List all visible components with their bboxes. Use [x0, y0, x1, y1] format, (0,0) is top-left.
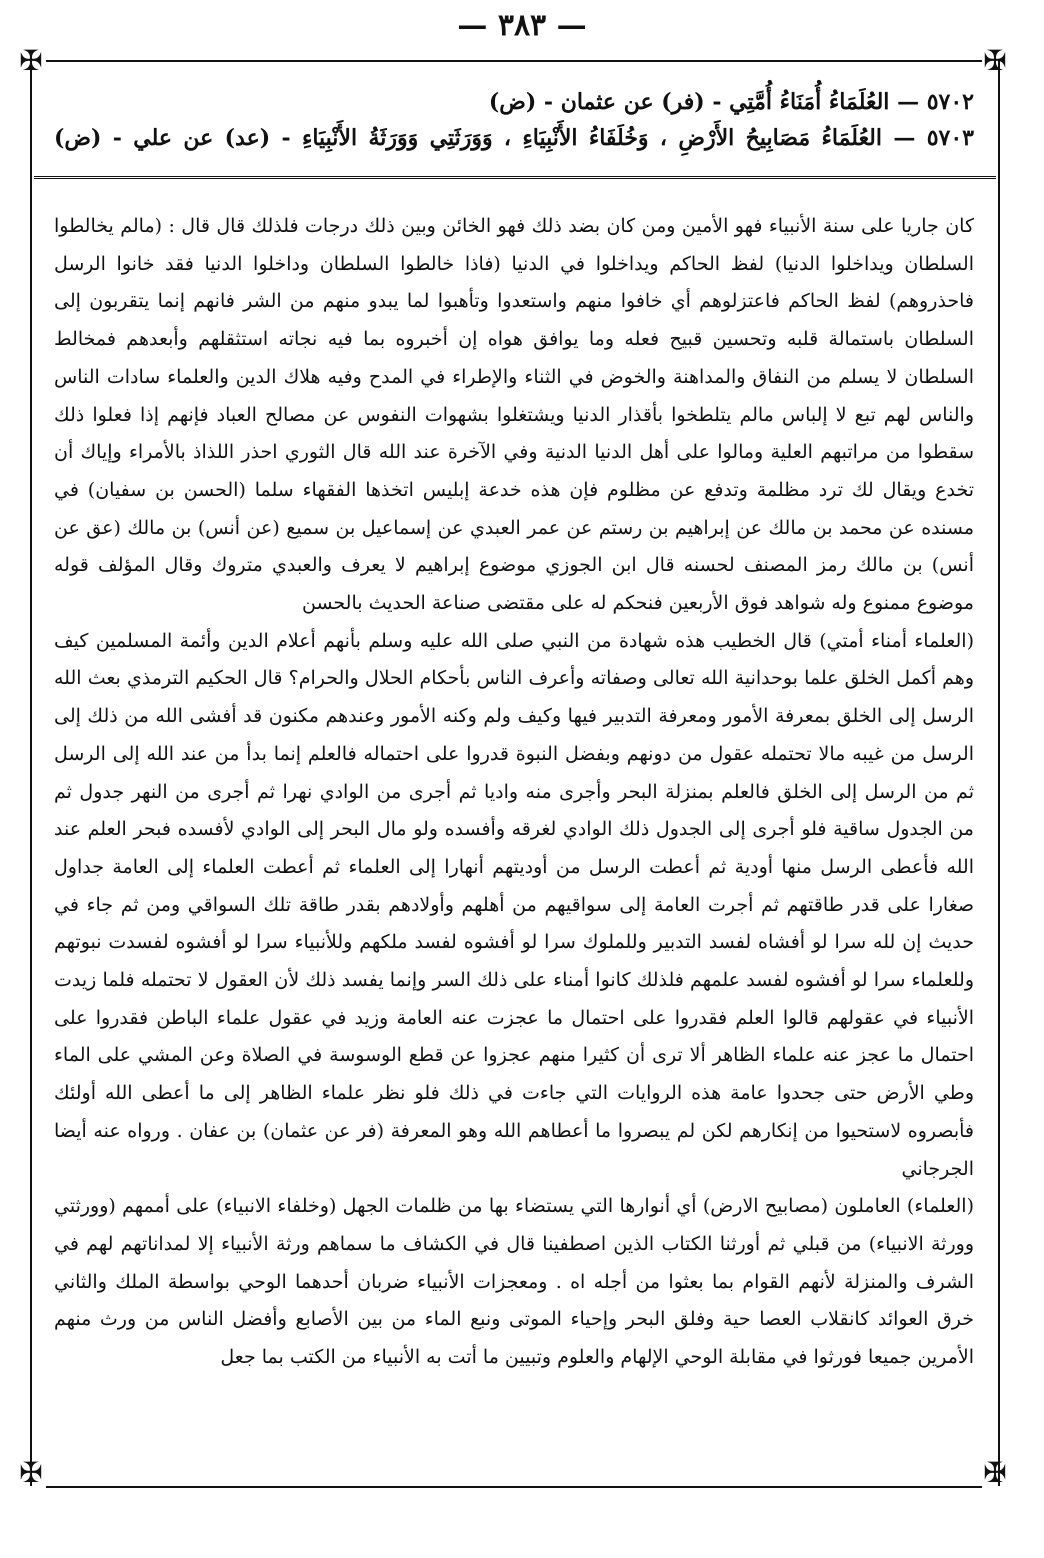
- commentary-paragraph: (العلماء) العاملون (مصابيح الارض) أي أنوارها التي يستضاء بها من ظلمات الجهل (وخلفاء الانبياء) على أممهم (وورثتي وورثة الانبياء) من قبلي ثم أورثنا الكتاب الذين اصطفينا قال في الكشاف ما سماهم ورثة الأنبياء إلا لمداناتهم لهم في الشرف والمنزلة لأنهم القوام بما بعثوا من أجله اه . ومعجزات الأنبياء ضربان أحدهما الوحي بواسطة الملك والثاني خرق العوائد كانقلاب العصا حية وفلق البحر وإحياء الموتى ونبع الماء من بين الأصابع وأفضل الناس من ورث منهم الأمرين جميعا فورثوا في مقابلة الوحي الإلهام والعلوم وتبيين ما أتت به الأنبياء من الكتب بما جعل: [54, 1195, 974, 1369]
- hadith-5703: ٥٧٠٣ — العُلَمَاءُ مَصَابِيحُ الأَرْضِ ، وَخُلَفَاءُ الأَنْبِيَاءِ ، وَوَرَثَتِي وَوَرَثَةُ الأَنْبِيَاءِ - (عد) عن علي - (ض): [54, 125, 974, 151]
- corner-ornament-icon: ✠: [983, 44, 1007, 77]
- corner-ornament-icon: ✠: [983, 1456, 1007, 1489]
- frame-bottom-rule: [46, 1486, 982, 1488]
- commentary-body: [54, 208, 974, 1377]
- frame-top-rule: [46, 60, 982, 62]
- corner-ornament-icon: ✠: [19, 44, 43, 77]
- section-separator: [34, 176, 996, 179]
- commentary-paragraph: كان جاريا على سنة الأنبياء فهو الأمين ومن كان بضد ذلك فهو الخائن وبين ذلك درجات فلذلك قال قال : (مالم يخالطوا السلطان ويداخلوا الدنيا) لفظ الحاكم ويداخلوا في الدنيا (فاذا خالطوا السلطان وداخلوا الدنيا فقد خانوا الرسل فاحذروهم) لفظ الحاكم فاعتزلوهم أي خافوا منهم واستعدوا وتأهبوا لما يبدو منهم من الشر فانهم إنما يتقربون إلى السلطان باستمالة قلبه وتحسين قبيح فعله وما يوافق هواه إن أخبروه بما فيه نجاته استثقلهم وأبعدهم فمخالط السلطان لا يسلم من النفاق والمداهنة والخوض في الثناء والإطراء في المدح وفيه هلاك الدين والعلماء سادات الناس والناس لهم تبع لا إلباس مالم يتلطخوا بأقذار الدنيا ويشتغلوا بشهوات النفوس عن مصالح العباد فإنهم إذا فعلوا ذلك سقطوا من مراتبهم العلية ومالوا على أهل الدنيا الدنية وفي الآخرة عند الله قال الثوري احذر اللذاذ بالأمراء وإياك أن تخدع ويقال لك ترد مظلمة وتدفع عن مظلوم فإن هذه خدعة إبليس اتخذها الفقهاء سلما (الحسن بن سفيان) في مسنده عن محمد بن مالك عن إبراهيم بن رستم عن عمر العبدي عن إسماعيل بن سميع (عن أنس) بن مالك (عق عن أنس) بن مالك رمز المصنف لحسنه قال ابن الجوزي موضوع إبراهيم لا يعرف والعبدي متروك وقال المؤلف قوله موضوع ممنوع وله شواهد فوق الأربعين فنحكم له على مقتضى صناعة الحديث بالحسن: [54, 215, 975, 615]
- hadith-5702: ٥٧٠٢ — العُلَمَاءُ أُمَنَاءُ أُمَّتِي - (فر) عن عثمان - (ض): [488, 89, 974, 115]
- page-number: — ٣٨٣ —: [457, 8, 587, 43]
- hadith-list: [54, 84, 974, 156]
- corner-ornament-icon: ✠: [19, 1456, 43, 1489]
- commentary-paragraph: (العلماء أمناء أمتي) قال الخطيب هذه شهادة من النبي صلى الله عليه وسلم بأنهم أعلام الدين وأئمة المسلمين كيف وهم أكمل الخلق علما بوحدانية الله تعالى وصفاته وأعرف الناس بأحكام الحلال والحرام؟ قال الحكيم الترمذي بعث الله الرسل إلى الخلق بمعرفة الأمور ومعرفة التدبير فيها وكيف ولم وكنه الأمور وعندهم مكنون قد أفشى الله من ذلك إلى الرسل من غيبه مالا تحتمله عقول من دونهم وبفضل النبوة قدروا على احتماله فالعلم إنما بدأ من عند الله إلى الرسل ثم من الرسل إلى الخلق فالعلم بمنزلة البحر وأجرى منه واديا ثم أجرى من الوادي نهرا ثم أجرى من النهر جدول ثم من الجدول ساقية فلو أجرى إلى الجدول ذلك الوادي لغرقه وأفسده ولو مال البحر إلى الوادي لأفسده فبحر العلم عند الله فأعطى الرسل منها أودية ثم أعطت الرسل من أوديتهم أنهارا إلى العلماء ثم أعطت العلماء إلى العامة جداول صغارا على قدر طاقتهم ثم أجرت العامة إلى سواقيهم من أهلهم وأولادهم بقدر طاقة تلك السواقي ومن ثم جاء في حديث إن لله سرا لو أفشاه لفسد التدبير وللملوك سرا لو أفشوه لفسد ملكهم وللأنبياء سرا لو أفشوه لفسدت نبوتهم وللعلماء سرا لو أفشوه لفسد علمهم فلذلك كانوا أمناء على ذلك السر وإنما يفسد ذلك لأن العقول لا تحتمله فلما زيدت الأنبياء في عقولهم قالوا العلم فقدروا على احتمال ما عجزت عنه العامة وزيد في عقول علماء الباطن فقدروا على احتمال ما عجز عنه علماء الظاهر ألا ترى أن كثيرا منهم عجزوا عن قطع الوسوسة في الصلاة وعن المشي على الماء وطي الأرض حتى جحدوا عامة هذه الروايات التي جاءت في ذلك فلو نظر علماء الظاهر إلى ما أعطى الله أولئك فأبصروه لاستحيوا من إنكارهم لكن لم يبصروا ما أعطاهم الله وهو المعرفة (فر عن عثمان) بن عفان . ورواه عنه أيضا الجرجاني: [54, 629, 975, 1180]
